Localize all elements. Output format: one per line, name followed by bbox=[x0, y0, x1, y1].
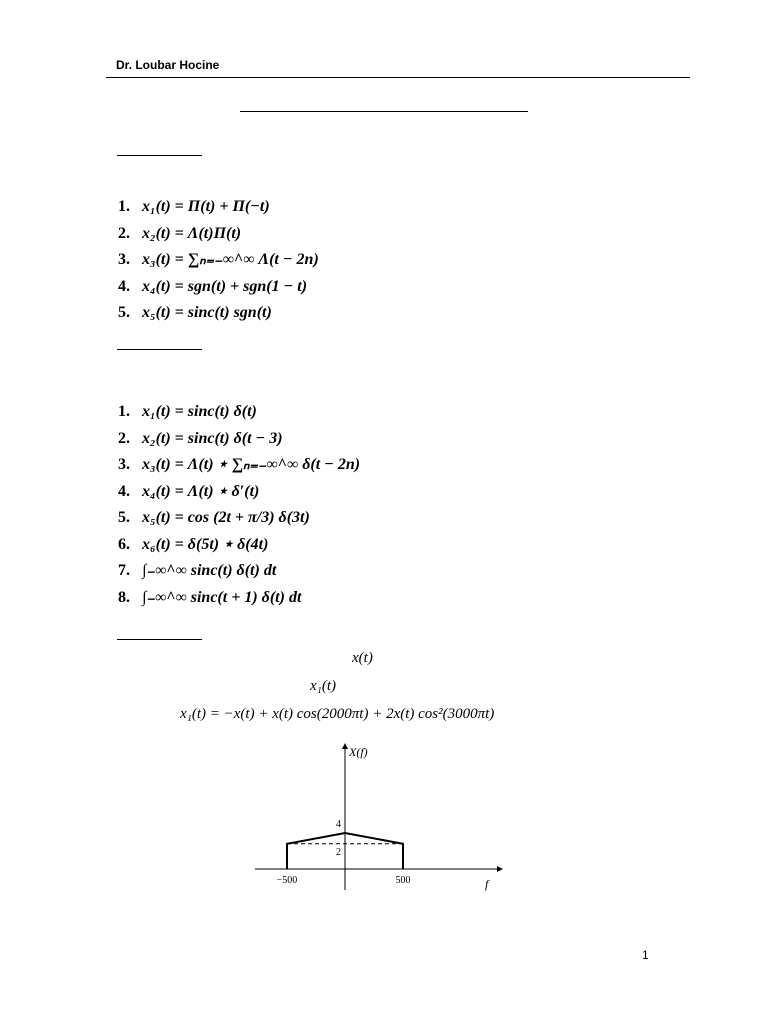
list-item: 4. x₄(t) = Λ(t) ⋆ δ′(t) bbox=[118, 482, 260, 500]
section-1-rule bbox=[117, 155, 202, 156]
signal-x1-equation: x₁(t) = −x(t) + x(t) cos(2000πt) + 2x(t) cos²(3000πt) bbox=[180, 706, 495, 722]
x-axis-label: f bbox=[485, 877, 489, 891]
list-item: 7. ∫₋∞^∞ sinc(t) δ(t) dt bbox=[118, 562, 277, 579]
list-item: 1. x₁(t) = sinc(t) δ(t) bbox=[118, 403, 257, 420]
list-item: 3. x₃(t) = ∑ₙ₌₋∞^∞ Λ(t − 2n) bbox=[118, 251, 319, 268]
list-item: 2. x₂(t) = sinc(t) δ(t − 3) bbox=[118, 429, 283, 447]
signal-x1-label: x₁(t) bbox=[310, 678, 337, 694]
x-tick-label: 500 bbox=[395, 875, 411, 886]
exercise-1-list bbox=[118, 194, 319, 327]
section-2-rule bbox=[117, 349, 202, 350]
exercise-2-list bbox=[118, 399, 360, 611]
x-tick-label: −500 bbox=[276, 875, 298, 886]
list-item: 5. x₅(t) = sinc(t) sgn(t) bbox=[118, 304, 272, 321]
list-item: 5. x₅(t) = cos (2t + π/3) δ(3t) bbox=[118, 509, 310, 526]
spectrum-chart bbox=[240, 740, 520, 900]
title-underline bbox=[240, 111, 528, 112]
header-rule bbox=[106, 77, 690, 78]
list-item: 1. x₁(t) = Π(t) + Π(−t) bbox=[118, 198, 270, 215]
y-tick-label: 4 bbox=[336, 819, 341, 830]
y-tick-label: 2 bbox=[336, 847, 341, 858]
page-number: 1 bbox=[642, 948, 649, 962]
list-item: 3. x₃(t) = Λ(t) ⋆ ∑ₙ₌₋∞^∞ δ(t − 2n) bbox=[118, 456, 361, 473]
list-item: 8. ∫₋∞^∞ sinc(t + 1) δ(t) dt bbox=[118, 588, 302, 606]
list-item: 4. x₄(t) = sgn(t) + sgn(1 − t) bbox=[118, 277, 308, 295]
header-author: Dr. Loubar Hocine bbox=[116, 58, 220, 72]
list-item: 6. x₆(t) = δ(5t) ⋆ δ(4t) bbox=[118, 535, 269, 553]
section-3-rule bbox=[117, 639, 202, 640]
y-axis-label: X(f) bbox=[349, 745, 368, 759]
signal-x-label: x(t) bbox=[352, 650, 373, 666]
list-item: 2. x₂(t) = Λ(t)Π(t) bbox=[118, 224, 242, 242]
